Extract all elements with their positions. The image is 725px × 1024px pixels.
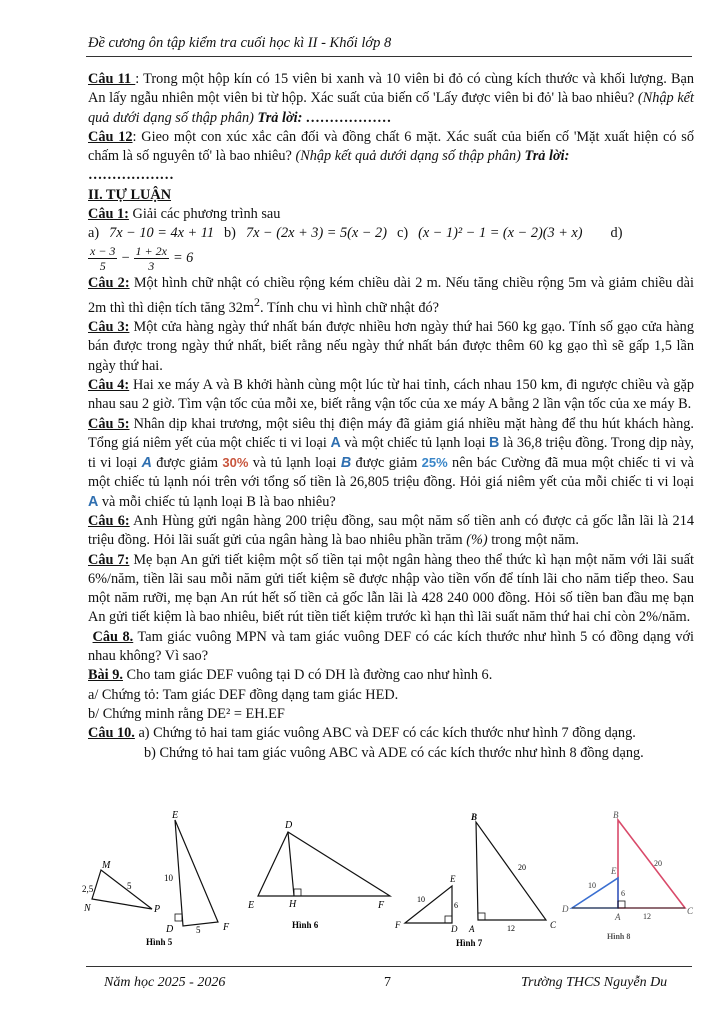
q5-text-8: và mỗi chiếc tủ lạnh loại B là bao nhiêu? xyxy=(98,493,336,510)
q6-text-2: trong một năm. xyxy=(487,532,579,549)
q1-text: Giải các phương trình sau xyxy=(128,206,281,223)
q12-text: : Gieo một con xúc xắc cân đối và đồng chất 6 mặt. Xác suất của biến cố 'Mặt xuất hiện có số chấm là số nguyên tố' là bao nhiêu? xyxy=(88,128,695,165)
label-e-6: E xyxy=(248,900,255,911)
label-fe-7: 10 xyxy=(417,895,425,904)
label-d-7: D xyxy=(451,924,458,934)
label-c-7: C xyxy=(550,920,557,930)
right-angle-a-7 xyxy=(478,913,485,920)
q1d-num1: x − 3 xyxy=(90,244,116,259)
label-bc-7: 20 xyxy=(518,863,526,872)
q5-type-a: A xyxy=(330,434,341,451)
right-angle-h xyxy=(294,889,301,896)
q11-text: : Trong một hộp kín có 15 viên bi xanh và 10 viên bi đỏ có cùng kích thước và khối lượng. Bạn An lấy ngẫu nhiên một viên bi từ hộp. Xác suất của biến cố 'Lấy được viên bi đỏ' là bao nhiêu? xyxy=(88,71,694,107)
question-2 xyxy=(88,274,694,318)
label-e: E xyxy=(172,810,179,821)
document-body xyxy=(88,70,694,763)
q9-label: Bài 9. xyxy=(88,667,123,684)
q5-text-1: Nhân dịp khai trương, một siêu thị điện máy đã giảm giá nhiều mặt hàng để thu hút khách hàng. Tổng giá niêm yết của một chiếc ti vi loại xyxy=(88,415,694,451)
q1d-fraction-1 xyxy=(88,244,117,273)
q10-part-b: b) Chứng tỏ hai tam giác vuông ABC và ADE có các kích thước như hình 8 đồng dạng. xyxy=(144,744,644,761)
q9-part-a: a/ Chứng tỏ: Tam giác DEF đồng dạng tam giác HED. xyxy=(88,686,399,703)
label-d: D xyxy=(166,924,174,935)
q10-part-a: a) Chứng tỏ hai tam giác vuông ABC và DEF có các kích thước như hình 7 đồng dạng. xyxy=(134,725,636,742)
q5-type-b-2: B xyxy=(340,455,352,472)
label-ed: 10 xyxy=(164,873,173,883)
q3-label: Câu 3: xyxy=(88,319,130,336)
q5-discount-25: 25% xyxy=(421,455,448,471)
question-4 xyxy=(88,376,694,415)
q5-label: Câu 5: xyxy=(88,415,130,432)
question-11 xyxy=(88,70,694,128)
question-1 xyxy=(88,205,694,224)
label-mn: 2,5 xyxy=(82,884,94,894)
q11-note: (Nhập kết quả dưới dạng số thập phân) xyxy=(88,90,694,126)
q12-dots: ……………… xyxy=(88,167,174,184)
triangle-def xyxy=(175,820,218,926)
q6-note: (%) xyxy=(466,532,488,549)
q5-type-a-2: A xyxy=(141,455,152,472)
label-f-7: F xyxy=(395,920,401,930)
triangle-abc-8 xyxy=(618,820,685,908)
q11-label: Câu 11 xyxy=(88,71,136,87)
q1c-label: c) xyxy=(396,225,409,242)
question-6 xyxy=(88,512,694,551)
q2-text-2: . Tính chu vi hình chữ nhật đó? xyxy=(259,299,439,316)
q6-label: Câu 6: xyxy=(88,513,130,529)
page-header: Đề cương ôn tập kiểm tra cuối học kì II - Khối lớp 8 xyxy=(88,35,392,51)
label-de-8: 10 xyxy=(588,881,596,890)
q1-label: Câu 1: xyxy=(88,206,129,223)
q2-label: Câu 2: xyxy=(88,274,130,291)
triangle-mnp xyxy=(92,870,152,909)
page-number: 7 xyxy=(384,975,391,990)
q1-equations xyxy=(88,224,694,243)
q6-text: Anh Hùng gửi ngân hàng 200 triệu đồng, sau một năm số tiền anh có được cả gốc lẫn lãi là 214 triệu đồng. Hỏi lãi suất gửi của ngân hàng là bao nhiêu phần trăm xyxy=(88,513,694,549)
label-a-8: A xyxy=(615,912,621,922)
q1c-equation: (x − 1)² − 1 = (x − 2)(3 + x) xyxy=(418,225,583,242)
q2-text-1: Một hình chữ nhật có chiều rộng kém chiều dài 2 m. Nếu tăng chiều rộng 5m và giảm chiều dài 2m thì thì diện tích tăng 32m xyxy=(88,274,694,316)
label-b-7: B xyxy=(471,812,478,822)
q9-text: Cho tam giác DEF vuông tại D có DH là đường cao như hình 6. xyxy=(122,667,493,684)
label-n: N xyxy=(84,903,91,914)
q4-text: Hai xe máy A và B khởi hành cùng một lúc từ hai tỉnh, cách nhau 150 km, đi ngược chiều và gặp nhau sau 2 giờ. Tìm vận tốc của mỗi xe, biết rằng vận tốc của xe máy A bằng 2 lần vận tốc của xe máy B. xyxy=(88,376,694,413)
q2-sup: 2 xyxy=(254,294,260,309)
label-ed-7: 6 xyxy=(454,901,458,910)
label-ea-8: 6 xyxy=(621,889,625,898)
altitude-dh xyxy=(288,832,294,896)
right-angle-d-7 xyxy=(445,916,452,923)
q1b-label: b) xyxy=(224,225,236,242)
label-e-8: E xyxy=(611,866,617,876)
q12-label: Câu 12 xyxy=(88,128,133,145)
q5-type-a-3: A xyxy=(88,493,99,510)
q5-discount-30: 30% xyxy=(222,455,249,471)
q5-text-7: nên bác Cường đã mua một chiếc ti vi và một chiếc tủ lạnh nói trên với tổng số tiền là 26,805 triệu đồng. Hỏi giá niêm yết của mỗi chiếc ti vi loại xyxy=(88,455,694,491)
q5-type-b: B xyxy=(489,434,500,451)
caption-hinh-7: Hình 7 xyxy=(456,938,483,948)
q8-text: Tam giác vuông MPN và tam giác vuông DEF có các kích thước như hình 5 có đồng dạng với nhau không? Vì sao? xyxy=(88,628,694,665)
q12-note: (Nhập kết quả dưới dạng số thập phân) xyxy=(295,148,521,165)
label-m: M xyxy=(102,860,111,871)
q12-answer: Trả lời: xyxy=(524,148,570,165)
figure-6 xyxy=(247,820,390,930)
label-h-6: H xyxy=(289,899,297,910)
section-title: II. TỰ LUẬN xyxy=(88,186,172,203)
right-angle-d xyxy=(175,914,182,921)
q1d-label: d) xyxy=(610,225,623,242)
figure-7 xyxy=(394,812,557,948)
label-d-8: D xyxy=(562,904,569,914)
q1d-den1: 5 xyxy=(99,259,106,274)
footer-school-year: Năm học 2025 - 2026 xyxy=(104,975,226,990)
q7-label: Câu 7: xyxy=(88,551,130,568)
label-ac-8: 12 xyxy=(643,912,651,921)
q11-answer: Trả lời: ……………… xyxy=(257,109,392,126)
q5-text-4: được giảm xyxy=(151,455,223,472)
q5-text-3: là 36,8 triệu đồng. Trong dịp này, ti vi loại xyxy=(88,434,694,472)
label-p: P xyxy=(154,904,161,915)
label-mp: 5 xyxy=(127,881,132,891)
label-a-7: A xyxy=(469,924,475,934)
q1a-label: a) xyxy=(88,225,100,242)
question-9 xyxy=(88,666,694,685)
q7-text: Mẹ bạn An gửi tiết kiệm một số tiền tại một ngân hàng theo thể thức kì hạn một năm với lãi suất 6%/năm, tiền lãi sau mỗi năm gửi tiết kiệm sẽ được nhập vào tiền vốn để tính lãi cho năm tiếp theo. Sau một năm rưỡi, mẹ bạn An rút hết số tiền cả gốc lẫn lãi là 428 240 000 đồng. Hỏi số tiền ban đầu mẹ bạn An gửi tiết kiệm là bao nhiêu, biết rút tiền tiết kiệm trước kì hạn thì lãi suất năm thứ hai chỉ còn 2%/năm. xyxy=(88,551,694,626)
q1b-equation: 7x − (2x + 3) = 5(x − 2) xyxy=(245,225,387,242)
q1d-minus: − xyxy=(121,250,130,267)
q10-label: Câu 10. xyxy=(88,725,135,742)
q1d-den2: 3 xyxy=(148,259,155,274)
footer-school-name: Trường THCS Nguyễn Du xyxy=(521,975,668,990)
q1d-num2: 1 + 2x xyxy=(135,244,167,259)
caption-hinh-8: Hình 8 xyxy=(607,932,631,941)
q4-label: Câu 4: xyxy=(88,376,130,393)
q5-text-2: và một chiếc tủ lạnh loại xyxy=(340,434,490,451)
label-f-6: F xyxy=(378,900,385,911)
label-c-8: C xyxy=(687,906,694,916)
figure-5 xyxy=(82,810,230,947)
caption-hinh-6: Hình 6 xyxy=(292,920,319,930)
right-angle-a-8 xyxy=(618,901,625,908)
figures-panel xyxy=(80,808,700,958)
question-12 xyxy=(88,128,694,186)
triangle-def-6 xyxy=(258,832,390,896)
question-7 xyxy=(88,551,694,628)
q5-text-5: và tủ lạnh loại xyxy=(248,455,341,472)
q1a-equation: 7x − 10 = 4x + 11 xyxy=(109,225,215,242)
label-bc-8: 20 xyxy=(654,859,662,868)
label-df: 5 xyxy=(196,925,201,935)
q5-text-6: được giảm xyxy=(351,455,422,472)
label-ac-7: 12 xyxy=(507,924,515,933)
label-e-7: E xyxy=(450,874,456,884)
question-3 xyxy=(88,318,694,376)
label-b-8: B xyxy=(613,810,619,820)
caption-hinh-5: Hình 5 xyxy=(146,937,173,947)
q1d-rhs: = 6 xyxy=(172,250,194,267)
q1d-equation xyxy=(88,244,694,274)
q1d-fraction-2 xyxy=(134,244,169,273)
header-rule xyxy=(86,56,692,57)
label-d-6: D xyxy=(285,820,293,831)
question-10 xyxy=(88,724,694,743)
triangle-abc-7 xyxy=(476,822,546,920)
question-8 xyxy=(88,628,694,667)
q8-label: Câu 8. xyxy=(92,628,134,645)
q9-part-b: b/ Chứng minh rằng DE² = EH.EF xyxy=(88,705,285,722)
label-f: F xyxy=(223,922,230,933)
figure-8 xyxy=(561,810,694,941)
footer-rule xyxy=(86,966,692,967)
question-5 xyxy=(88,415,694,512)
q3-text: Một cửa hàng ngày thứ nhất bán được nhiều hơn ngày thứ hai 560 kg gạo. Tính số gạo cửa hàng bán được trong ngày thứ nhất, biết rằng nếu ngày thứ nhất bán được thêm 60 kg gạo thì sẽ gấp 1,5 lần ngày thứ hai. xyxy=(88,319,694,374)
